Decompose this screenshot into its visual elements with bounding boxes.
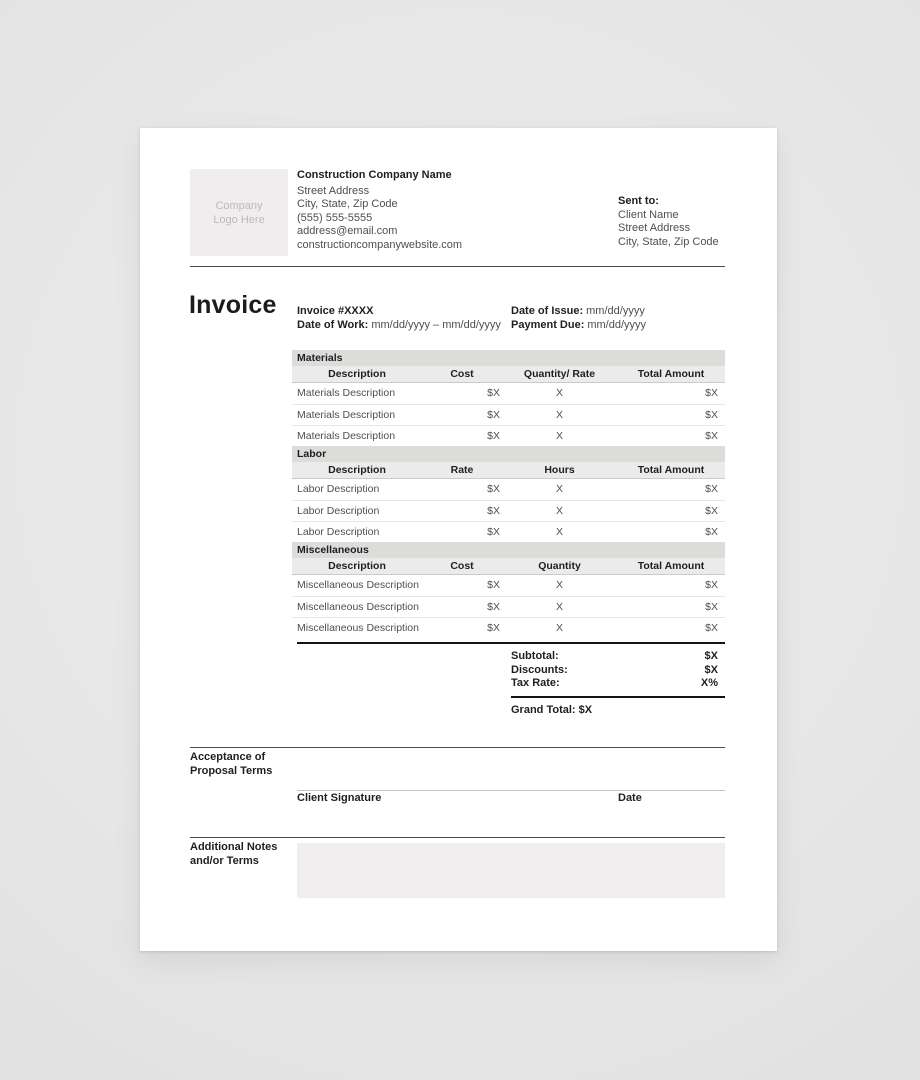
acceptance-heading <box>190 751 272 778</box>
invoice-meta-right <box>511 304 646 332</box>
subtotal-label: Subtotal: <box>511 650 559 662</box>
logo-text-line1: Company <box>215 199 263 212</box>
discounts-row <box>511 664 725 678</box>
table-row <box>292 500 725 521</box>
table-cell: X <box>555 579 563 591</box>
table-labor <box>292 446 725 542</box>
company-name: Construction Company Name <box>297 169 452 181</box>
column-header-row-miscellaneous <box>292 558 725 575</box>
subtotal-value: $X <box>704 650 718 662</box>
table-cell: $X <box>487 526 500 538</box>
column-header: Cost <box>450 368 474 380</box>
table-cell: Miscellaneous Description <box>297 579 419 591</box>
acceptance-heading-line1: Acceptance of <box>190 751 266 763</box>
notes-divider <box>190 837 725 838</box>
section-header-labor: Labor <box>292 446 725 462</box>
table-cell: $X <box>705 601 718 613</box>
client-signature-label: Client Signature <box>297 792 382 804</box>
column-header: Description <box>328 560 386 572</box>
section-header-miscellaneous: Miscellaneous <box>292 542 725 558</box>
column-header: Quantity <box>538 560 581 572</box>
notes-heading-line1: Additional Notes <box>190 841 278 853</box>
tax-rate-value: X% <box>700 677 718 689</box>
table-cell: X <box>555 526 563 538</box>
table-cell: $X <box>705 409 718 421</box>
grand-total-label: Grand Total: <box>511 704 576 716</box>
table-cell: Miscellaneous Description <box>297 622 419 634</box>
column-header: Rate <box>450 464 474 476</box>
sent-to-block <box>618 195 719 249</box>
table-cell: X <box>555 622 563 634</box>
totals-top-divider <box>297 642 725 644</box>
column-header: Total Amount <box>637 464 705 476</box>
line-item-tables <box>292 350 725 638</box>
acceptance-divider <box>190 747 725 748</box>
subtotal-row <box>511 650 725 664</box>
payment-due-value: mm/dd/yyyy <box>587 319 647 331</box>
company-phone: (555) 555-5555 <box>297 211 373 224</box>
payment-due-label: Payment Due: <box>511 319 585 331</box>
table-cell: $X <box>487 430 500 442</box>
company-info <box>297 169 462 252</box>
totals-block <box>511 650 725 691</box>
table-cell: X <box>555 505 563 517</box>
table-row <box>292 617 725 638</box>
logo-text-line2: Logo Here <box>213 213 265 226</box>
table-cell: Materials Description <box>297 430 396 442</box>
table-row <box>292 479 725 500</box>
client-city-state-zip: City, State, Zip Code <box>618 235 719 248</box>
client-signature-line <box>297 790 725 791</box>
discounts-label: Discounts: <box>511 663 568 676</box>
company-website: constructioncompanywebsite.com <box>297 238 463 251</box>
table-cell: X <box>555 409 563 421</box>
table-cell: $X <box>487 387 500 399</box>
table-cell: $X <box>487 409 500 421</box>
table-cell: Labor Description <box>297 483 380 495</box>
header-divider <box>190 266 725 267</box>
column-header-row-labor <box>292 462 725 479</box>
column-header: Hours <box>544 464 575 476</box>
column-header: Cost <box>450 560 474 572</box>
table-cell: $X <box>487 483 500 495</box>
table-row <box>292 425 725 446</box>
company-street-address: Street Address <box>297 184 370 197</box>
grand-total-row <box>511 704 725 718</box>
page-title: Invoice <box>189 291 277 319</box>
table-cell: $X <box>705 579 718 591</box>
column-header: Quantity/ Rate <box>523 368 596 380</box>
table-cell: $X <box>487 601 500 613</box>
sent-to-label: Sent to: <box>618 195 659 207</box>
date-of-work-label: Date of Work: <box>297 319 369 331</box>
discounts-value: $X <box>704 663 718 676</box>
table-cell: $X <box>705 483 718 495</box>
table-cell: X <box>555 601 563 613</box>
table-row <box>292 596 725 617</box>
column-header: Total Amount <box>637 560 705 572</box>
acceptance-heading-line2: Proposal Terms <box>190 764 273 777</box>
table-row <box>292 383 725 404</box>
table-cell: X <box>555 483 563 495</box>
client-street-address: Street Address <box>618 222 691 234</box>
table-cell: X <box>555 430 563 442</box>
table-cell: X <box>555 387 563 399</box>
column-header: Description <box>328 368 386 380</box>
invoice-page <box>140 128 777 951</box>
invoice-number: Invoice #XXXX <box>297 305 374 317</box>
table-cell: Materials Description <box>297 387 396 399</box>
company-city-state-zip: City, State, Zip Code <box>297 198 398 210</box>
invoice-meta-left <box>297 304 501 332</box>
table-cell: $X <box>487 622 500 634</box>
notes-heading-line2: and/or Terms <box>190 854 259 867</box>
table-row <box>292 404 725 425</box>
table-cell: $X <box>705 526 718 538</box>
table-cell: $X <box>705 430 718 442</box>
table-cell: $X <box>705 622 718 634</box>
table-row <box>292 521 725 542</box>
table-miscellaneous <box>292 542 725 638</box>
table-cell: $X <box>487 579 500 591</box>
table-cell: $X <box>705 505 718 517</box>
grand-total-value: $X <box>578 704 593 716</box>
notes-heading <box>190 841 277 868</box>
date-of-issue-label: Date of Issue: <box>511 305 584 317</box>
section-header-materials: Materials <box>292 350 725 366</box>
table-cell: Labor Description <box>297 505 380 517</box>
column-header: Description <box>328 464 386 476</box>
grand-total-divider <box>511 696 725 698</box>
date-label: Date <box>618 792 642 804</box>
table-row <box>292 575 725 596</box>
notes-input-area <box>297 843 725 898</box>
tax-rate-row <box>511 677 725 691</box>
table-cell: Materials Description <box>297 409 396 421</box>
column-header: Total Amount <box>637 368 705 380</box>
client-name: Client Name <box>618 208 679 221</box>
table-materials <box>292 350 725 446</box>
company-email: address@email.com <box>297 225 398 237</box>
date-of-work-value: mm/dd/yyyy – mm/dd/yyyy <box>371 319 501 331</box>
date-of-issue-value: mm/dd/yyyy <box>586 305 645 317</box>
table-cell: Labor Description <box>297 526 380 538</box>
table-cell: Miscellaneous Description <box>297 601 419 613</box>
company-logo-placeholder <box>190 169 288 256</box>
tax-rate-label: Tax Rate: <box>511 677 560 689</box>
column-header-row-materials <box>292 366 725 383</box>
table-cell: $X <box>487 505 500 517</box>
table-cell: $X <box>705 387 718 399</box>
